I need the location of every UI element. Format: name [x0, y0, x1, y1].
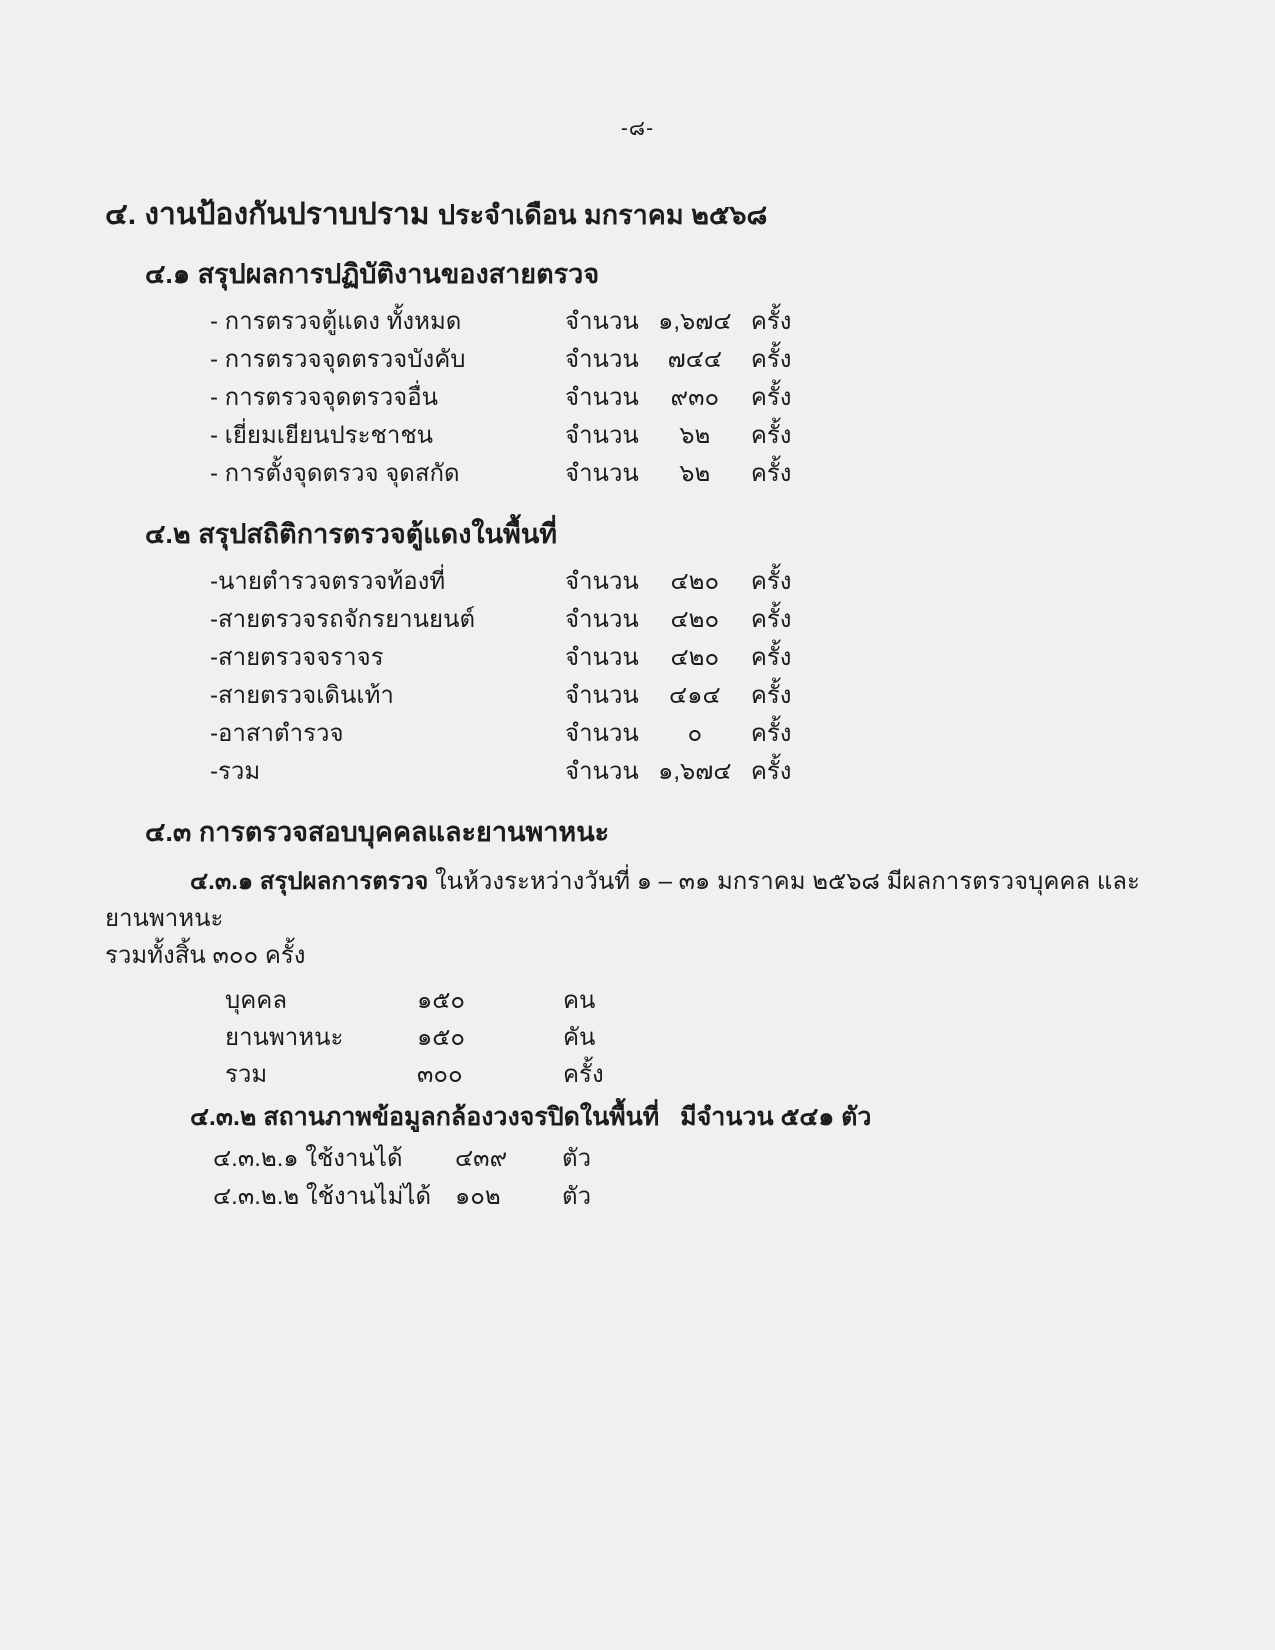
cctv-label: ๔.๓.๒.๒ ใช้งานไม่ได้: [213, 1183, 432, 1210]
stat-unit: ครั้ง: [750, 568, 792, 595]
person-row: [225, 1056, 1185, 1093]
stat-row: [210, 677, 1185, 715]
stat-unit: ครั้ง: [750, 720, 792, 747]
stat-unit: ครั้ง: [750, 308, 792, 335]
person-unit: ครั้ง: [563, 1061, 604, 1088]
stat-row: [210, 715, 1185, 753]
stat-value: ๔๑๔: [669, 682, 721, 709]
section-4-3-title: ๔.๓ การตรวจสอบบุคคลและยานพาหนะ: [145, 817, 610, 847]
stat-label: -สายตรวจเดินเท้า: [210, 682, 394, 709]
count-word: จำนวน: [565, 682, 639, 709]
stat-unit: ครั้ง: [750, 682, 792, 709]
count-word: จำนวน: [565, 422, 639, 449]
cctv-unit: ตัว: [562, 1183, 592, 1210]
person-unit: คัน: [563, 1024, 596, 1051]
stat-unit: ครั้ง: [750, 346, 792, 373]
para-4-3-1-line2: รวมทั้งสิ้น ๓๐๐ ครั้ง: [105, 942, 306, 969]
count-word: จำนวน: [565, 606, 639, 633]
count-word: จำนวน: [565, 644, 639, 671]
cctv-row: [213, 1178, 1185, 1216]
stat-unit: ครั้ง: [750, 644, 792, 671]
section-4-1-rows: [105, 303, 1185, 493]
para-4-3-1-lead: ๔.๓.๑ สรุปผลการตรวจ: [190, 868, 429, 895]
stat-unit: ครั้ง: [750, 384, 792, 411]
stat-unit: ครั้ง: [750, 460, 792, 487]
stat-row: [210, 303, 1185, 341]
section-4-3-2-title: [190, 1099, 1185, 1136]
stat-label: -สายตรวจจราจร: [210, 644, 384, 671]
person-row: [225, 982, 1185, 1019]
stat-unit: ครั้ง: [750, 758, 792, 785]
section-4-heading: [105, 197, 1185, 233]
person-value: ๑๕๐: [417, 1024, 466, 1051]
stat-row: [210, 601, 1185, 639]
stat-value: ๖๒: [679, 460, 711, 487]
page-content: [105, 197, 1185, 1216]
section-4-2-title: ๔.๒ สรุปสถิติการตรวจตู้แดงในพื้นที่: [145, 519, 558, 549]
stat-value: ๔๒๐: [670, 644, 720, 671]
section-4-heading-suffix: ประจำเดือน มกราคม ๒๕๖๘: [437, 200, 768, 230]
stat-row: [210, 753, 1185, 791]
stat-row: [210, 379, 1185, 417]
person-row: [225, 1019, 1185, 1056]
stat-value: ๔๒๐: [670, 568, 720, 595]
person-label: บุคคล: [225, 987, 288, 1014]
count-word: จำนวน: [565, 308, 639, 335]
stat-row: [210, 341, 1185, 379]
person-value: ๓๐๐: [417, 1061, 463, 1088]
stat-label: - เยี่ยมเยียนประชาชน: [210, 422, 434, 449]
para-4-3-1: [105, 863, 1185, 974]
stat-label: - การตรวจตู้แดง ทั้งหมด: [210, 308, 462, 335]
stat-value: ๔๒๐: [670, 606, 720, 633]
count-word: จำนวน: [565, 346, 639, 373]
person-label: ยานพาหนะ: [225, 1024, 344, 1051]
stat-value: ๗๔๔: [667, 346, 723, 373]
count-word: จำนวน: [565, 758, 639, 785]
stat-label: -รวม: [210, 758, 261, 785]
stat-value: ๑,๖๗๔: [658, 308, 732, 335]
person-label: รวม: [225, 1061, 268, 1088]
count-word: จำนวน: [565, 384, 639, 411]
person-unit: คน: [563, 987, 596, 1014]
person-value: ๑๕๐: [417, 987, 466, 1014]
stat-value: ๖๒: [679, 422, 711, 449]
stat-unit: ครั้ง: [750, 422, 792, 449]
stat-value: ๐: [687, 720, 703, 747]
stat-label: -นายตำรวจตรวจท้องที่: [210, 568, 446, 595]
stat-label: - การตรวจจุดตรวจอื่น: [210, 384, 439, 411]
section-4-3-2-title-text: ๔.๓.๒ สถานภาพข้อมูลกล้องวงจรปิดในพื้นที่: [190, 1103, 660, 1131]
cctv-value: ๑๐๒: [455, 1183, 501, 1210]
count-word: จำนวน: [565, 568, 639, 595]
stat-label: -อาสาตำรวจ: [210, 720, 344, 747]
stat-unit: ครั้ง: [750, 606, 792, 633]
para-4-3-1-line1: [105, 863, 1185, 937]
count-word: จำนวน: [565, 720, 639, 747]
stat-label: - การตั้งจุดตรวจ จุดสกัด: [210, 460, 460, 487]
cctv-value: ๔๓๙: [455, 1145, 508, 1172]
stat-label: - การตรวจจุดตรวจบังคับ: [210, 346, 466, 373]
section-4-1-title: ๔.๑ สรุปผลการปฏิบัติงานของสายตรวจ: [145, 259, 600, 289]
para-4-3-1-body: ในห้วงระหว่างวันที่ ๑ – ๓๑ มกราคม ๒๕๖๘ มีผลการตรวจบุคคล และ ยานพาหนะ: [105, 868, 1140, 932]
page-number: -๘-: [620, 117, 655, 140]
cctv-rows: [105, 1140, 1185, 1216]
stat-value: ๑,๖๗๔: [658, 758, 732, 785]
stat-row: [210, 417, 1185, 455]
stat-label: -สายตรวจรถจักรยานยนต์: [210, 606, 476, 633]
section-4-3-2-count: มีจำนวน ๕๔๑ ตัว: [680, 1103, 872, 1131]
cctv-unit: ตัว: [562, 1145, 592, 1172]
person-vehicle-rows: [105, 982, 1185, 1093]
stat-row: [210, 639, 1185, 677]
cctv-row: [213, 1140, 1185, 1178]
section-4-2-rows: [105, 563, 1185, 791]
cctv-label: ๔.๓.๒.๑ ใช้งานได้: [213, 1145, 403, 1172]
stat-value: ๙๓๐: [670, 384, 720, 411]
stat-row: [210, 455, 1185, 493]
section-4-heading-main: ๔. งานป้องกันปราบปราม: [105, 198, 430, 231]
count-word: จำนวน: [565, 460, 639, 487]
stat-row: [210, 563, 1185, 601]
